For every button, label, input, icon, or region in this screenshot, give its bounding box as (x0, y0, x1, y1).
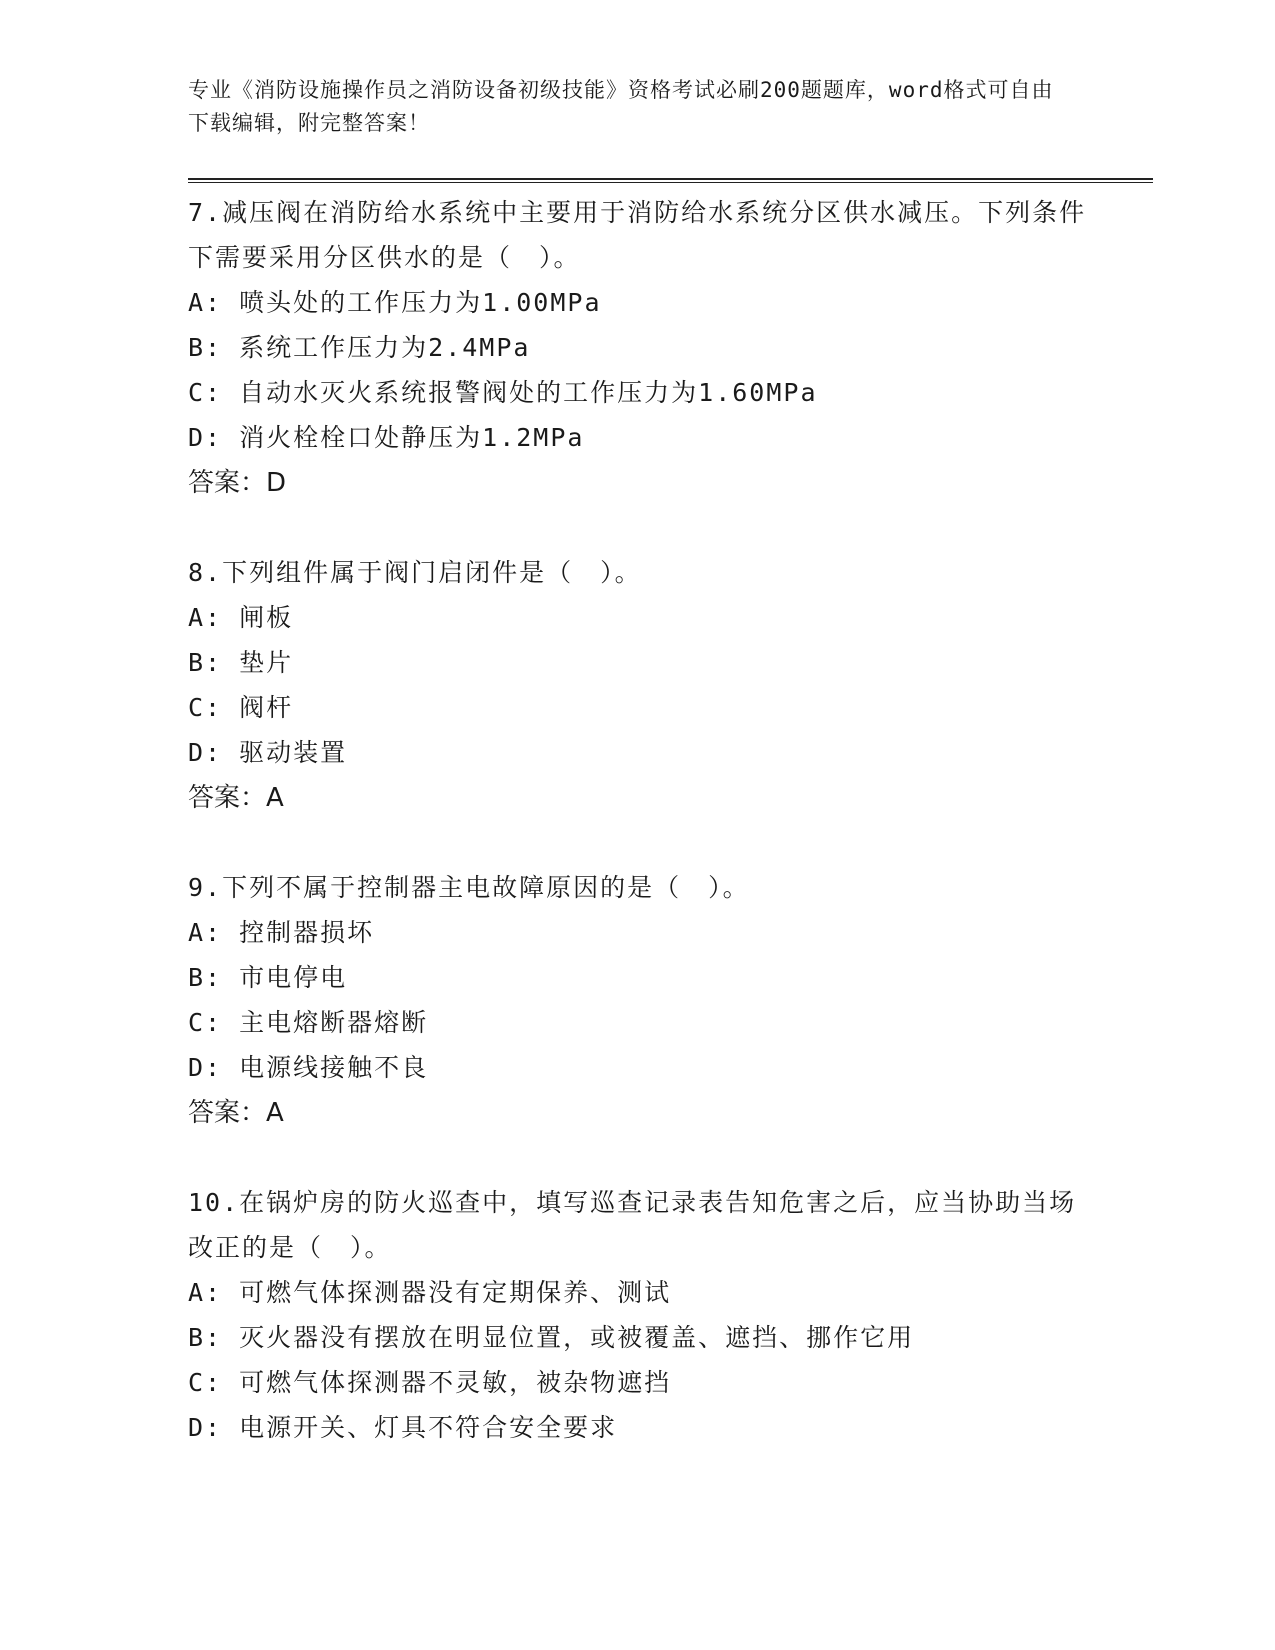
question-8 (188, 550, 1088, 821)
option-a: A: 闸板 (188, 603, 294, 632)
option-c: C: 可燃气体探测器不灵敏，被杂物遮挡 (188, 1368, 672, 1397)
option-d: D: 电源开关、灯具不符合安全要求 (188, 1413, 618, 1442)
option-d: D: 消火栓栓口处静压为1.2MPa (188, 423, 585, 452)
question-list (188, 190, 1088, 1494)
option-a: A: 喷头处的工作压力为1.00MPa (188, 288, 602, 317)
option-d: D: 电源线接触不良 (188, 1053, 429, 1082)
question-9 (188, 865, 1088, 1136)
option-a: A: 可燃气体探测器没有定期保养、测试 (188, 1278, 672, 1307)
option-c: C: 自动水灭火系统报警阀处的工作压力为1.60MPa (188, 378, 818, 407)
option-b: B: 系统工作压力为2.4MPa (188, 333, 531, 362)
option-c: C: 阀杆 (188, 693, 294, 722)
header-divider (188, 178, 1153, 183)
answer: 答案：A (188, 783, 284, 813)
question-stem: 8.下列组件属于阀门启闭件是（ ）。 (188, 558, 642, 587)
page-header: 专业《消防设施操作员之消防设备初级技能》资格考试必刷200题题库，word格式可自由下载编辑，附完整答案！ (188, 78, 1054, 135)
question-7 (188, 190, 1088, 506)
question-stem: 10.在锅炉房的防火巡查中，填写巡查记录表告知危害之后，应当协助当场改正的是（ ）。 (188, 1188, 1077, 1262)
option-a: A: 控制器损坏 (188, 918, 375, 947)
option-b: B: 垫片 (188, 648, 294, 677)
question-stem: 9.下列不属于控制器主电故障原因的是（ ）。 (188, 873, 750, 902)
option-b: B: 市电停电 (188, 963, 348, 992)
answer: 答案：D (188, 468, 287, 498)
question-10 (188, 1180, 1088, 1450)
option-c: C: 主电熔断器熔断 (188, 1008, 429, 1037)
option-b: B: 灭火器没有摆放在明显位置，或被覆盖、遮挡、挪作它用 (188, 1323, 915, 1352)
question-stem: 7.减压阀在消防给水系统中主要用于消防给水系统分区供水减压。下列条件下需要采用分区供水的是（ ）。 (188, 198, 1087, 272)
option-d: D: 驱动装置 (188, 738, 348, 767)
answer: 答案：A (188, 1098, 284, 1128)
